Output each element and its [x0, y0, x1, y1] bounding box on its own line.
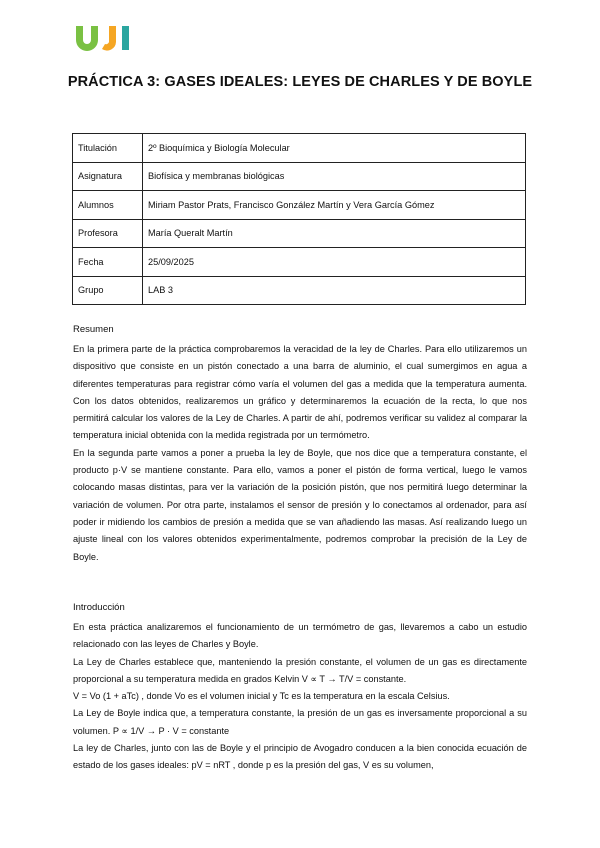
row-label: Fecha — [73, 248, 143, 277]
table-row — [73, 162, 526, 191]
introduccion-paragraph: La Ley de Charles establece que, manteniendo la presión constante, el volumen de un gas es directamente proporcional a su temperatura medida en grados Kelvin V ∝ T → T/V = constante. — [73, 656, 527, 684]
table-row — [73, 248, 526, 277]
resumen-paragraph: En la segunda parte vamos a poner a prueba la ley de Boyle, que nos dice que a temperatura constante, el producto p·V se mantiene constante. Para ello, vamos a poner el pistón de forma vertical, luego le vamos colocando masas distintas, para ver la variación de la posición pistón, que nos permitirá luego determinar la variación de volumen. Por otra parte, instalamos el sensor de presión y lo conectamos al ordenador, para así poder ir midiendo los cambios de presión a medida que se van añadiendo las masas. Así realizando luego un ajuste lineal con los valores obtenidos experimentalmente, podremos comprobar la precisión de la Ley de Boyle. — [73, 447, 527, 562]
row-value: LAB 3 — [143, 276, 526, 305]
row-label: Titulación — [73, 134, 143, 163]
info-table — [72, 133, 526, 305]
row-value: María Queralt Martín — [143, 219, 526, 248]
resumen-paragraph: En la primera parte de la práctica comprobaremos la veracidad de la ley de Charles. Para ello utilizaremos un dispositivo que consiste en un pistón conectado a una barra de aluminio, el cual sumergimos en agua a diferentes temperaturas para registrar cómo varía el volumen del gas a medida que la temperatura aumenta. Con los datos obtenidos, realizaremos un gráfico y determinaremos la ecuación de la recta, lo que nos permitirá calcular los valores de la Ley de Charles. A partir de ahí, podremos verificar su validez al comparar la temperatura inicial obtenida con la medida registrada por un termómetro. — [73, 344, 527, 441]
table-row — [73, 191, 526, 220]
document-title: PRÁCTICA 3: GASES IDEALES: LEYES DE CHARLES Y DE BOYLE — [67, 74, 533, 90]
introduccion-paragraph: En esta práctica analizaremos el funcionamiento de un termómetro de gas, llevaremos a cabo un estudio relacionado con las leyes de Charles y Boyle. — [73, 622, 527, 650]
introduccion-paragraph: V = Vo (1 + aTc) , donde Vo es el volumen inicial y Tc es la temperatura en la escala Celsius. — [73, 691, 450, 702]
row-label: Alumnos — [73, 191, 143, 220]
resumen-heading: Resumen — [73, 324, 114, 335]
introduccion-paragraph: La ley de Charles, junto con las de Boyle y el principio de Avogadro conducen a la bien conocida ecuación de estado de los gases ideales: pV = nRT , donde p es la presión del gas, V es su volumen, — [73, 743, 527, 771]
row-label: Profesora — [73, 219, 143, 248]
introduccion-paragraph: La Ley de Boyle indica que, a temperatura constante, la presión de un gas es inversamente proporcional a su volumen. P ∝ 1/V → P · V = constante — [73, 708, 527, 736]
row-label: Grupo — [73, 276, 143, 305]
resumen-body — [73, 341, 527, 566]
table-row — [73, 219, 526, 248]
row-value: 25/09/2025 — [143, 248, 526, 277]
introduccion-heading: Introducción — [73, 602, 125, 613]
row-value: 2º Bioquímica y Biología Molecular — [143, 134, 526, 163]
table-row — [73, 276, 526, 305]
uji-logo — [74, 24, 134, 52]
introduccion-body — [73, 619, 527, 775]
row-label: Asignatura — [73, 162, 143, 191]
row-value: Biofísica y membranas biológicas — [143, 162, 526, 191]
table-row — [73, 134, 526, 163]
row-value: Miriam Pastor Prats, Francisco González Martín y Vera García Gómez — [143, 191, 526, 220]
